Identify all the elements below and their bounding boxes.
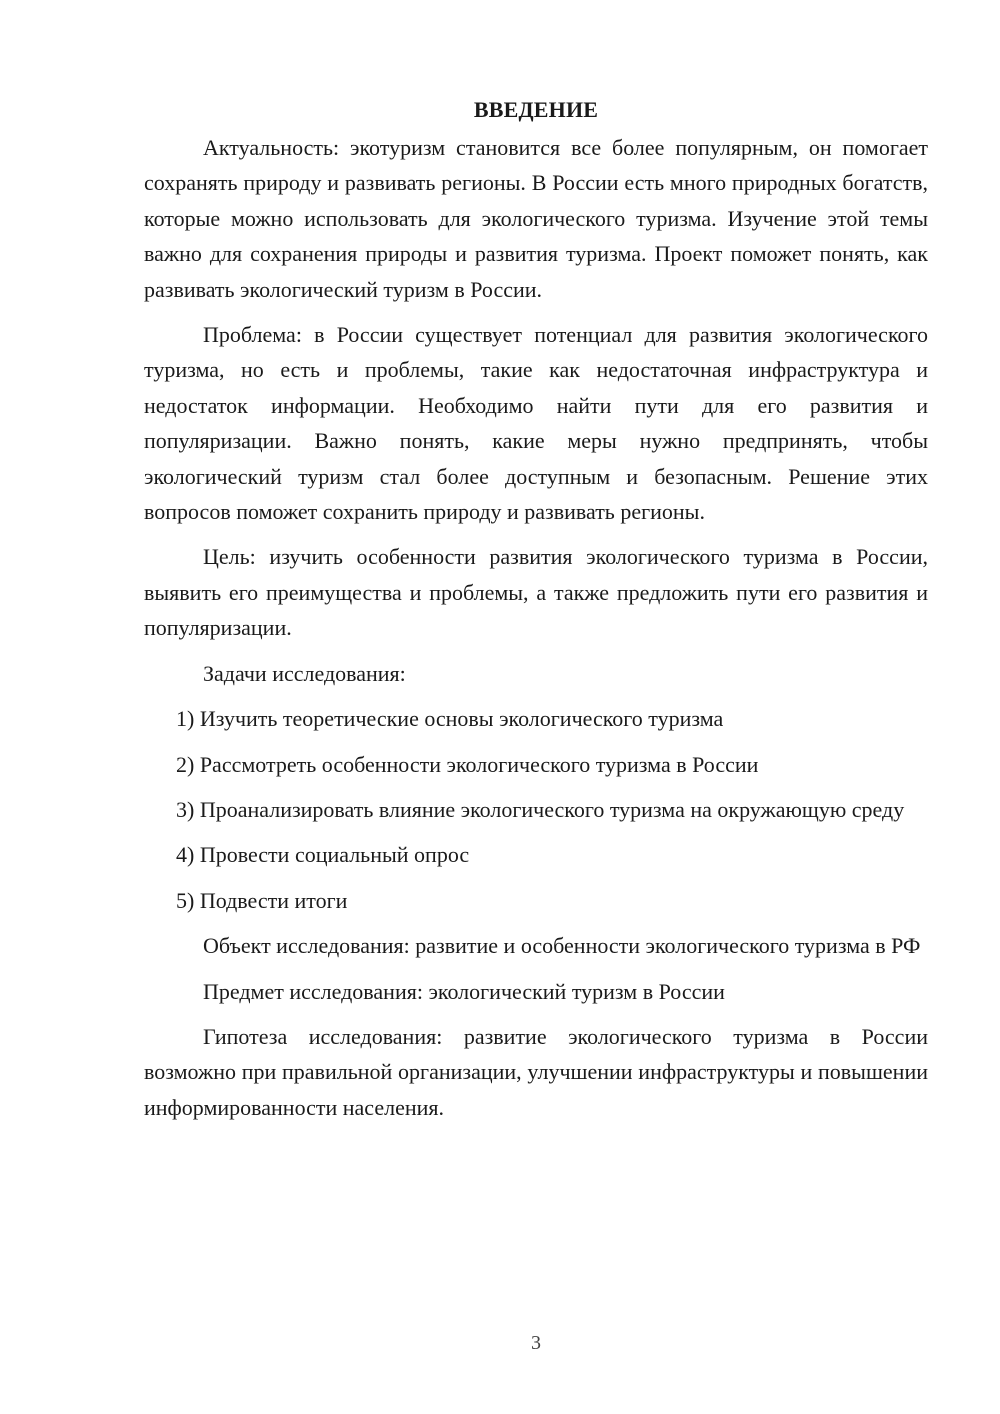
document-page xyxy=(144,92,928,1135)
section-heading: ВВЕДЕНИЕ xyxy=(473,97,599,122)
paragraph-relevance: Актуальность: экотуризм становится все более популярным, он помогает сохранять природу и развивать регионы. В России есть много природных богатств, которые можно использовать для экологического туризма. Изучение этой темы важно для сохранения природы и развития туризма. Проект поможет понять, как развивать экологический туризм в России. xyxy=(144,135,928,302)
task-item-1: 1) Изучить теоретические основы экологического туризма xyxy=(176,706,724,732)
task-item-2: 2) Рассмотреть особенности экологического туризма в России xyxy=(176,751,759,777)
task-item-4: 4) Провести социальный опрос xyxy=(176,842,470,868)
paragraph-subject: Предмет исследования: экологический туризм в России xyxy=(203,978,725,1004)
paragraph-object: Объект исследования: развитие и особенности экологического туризма в РФ xyxy=(203,933,921,959)
paragraph-goal: Цель: изучить особенности развития экологического туризма в России, выявить его преимущества и проблемы, а также предложить пути его развития и популяризации. xyxy=(144,544,928,641)
task-item-5: 5) Подвести итоги xyxy=(176,887,348,913)
tasks-title: Задачи исследования: xyxy=(203,660,406,686)
paragraph-hypothesis: Гипотеза исследования: развитие экологического туризма в России возможно при правильной организации, улучшении инфраструктуры и повышении информированности населения. xyxy=(144,1023,928,1120)
task-item-3: 3) Проанализировать влияние экологического туризма на окружающую среду xyxy=(176,796,905,822)
paragraph-problem: Проблема: в России существует потенциал для развития экологического туризма, но есть и проблемы, такие как недостаточная инфраструктура и недостаток информации. Необходимо найти пути для его развития и популяризации. Важно понять, какие меры нужно предпринять, чтобы экологический туризм стал более доступным и безопасным. Решение этих вопросов поможет сохранить природу и развивать регионы. xyxy=(144,322,928,525)
page-number: 3 xyxy=(531,1332,541,1354)
